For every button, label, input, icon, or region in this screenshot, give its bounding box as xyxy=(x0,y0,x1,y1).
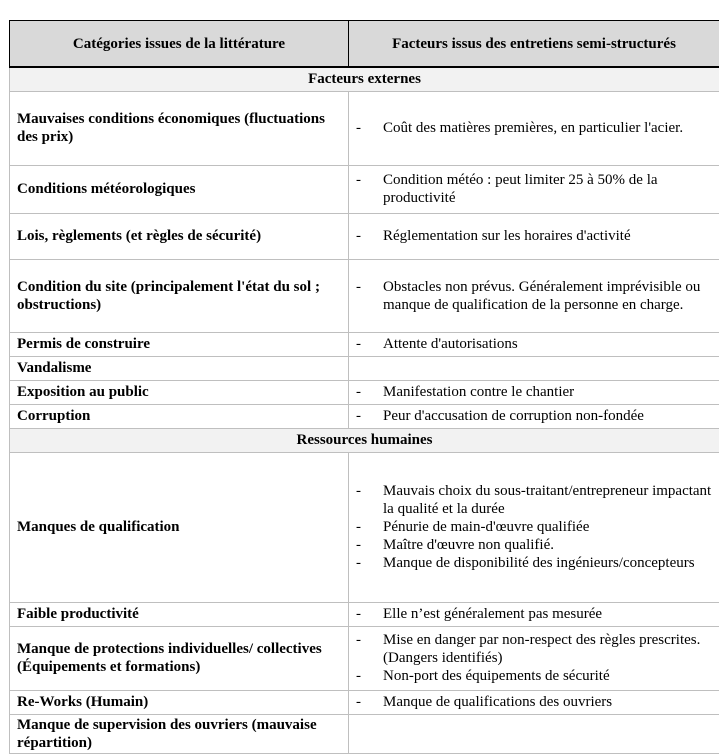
section-title: Ressources humaines xyxy=(10,428,719,452)
table-row xyxy=(10,165,719,213)
factors-cell xyxy=(349,404,719,428)
category-cell: Mauvaises conditions économiques (fluctuations des prix) xyxy=(10,91,349,165)
table-header xyxy=(10,21,719,68)
factors-list xyxy=(356,605,712,623)
list-item: - Attente d'autorisations xyxy=(356,335,712,353)
list-item: - Non-port des équipements de sécurité xyxy=(356,667,712,685)
category-cell: Permis de construire xyxy=(10,332,349,356)
factors-cell xyxy=(349,213,719,259)
list-item: - Coût des matières premières, en particulier l'acier. xyxy=(356,119,712,137)
header-row xyxy=(10,21,719,68)
list-item: - Réglementation sur les horaires d'activité xyxy=(356,227,712,245)
table-row xyxy=(10,259,719,332)
category-cell: Lois, règlements (et règles de sécurité) xyxy=(10,213,349,259)
list-item: - Manque de disponibilité des ingénieurs/concepteurs xyxy=(356,554,712,572)
factors-cell xyxy=(349,714,719,753)
table-row xyxy=(10,332,719,356)
section-title: Facteurs externes xyxy=(10,67,719,91)
category-cell: Exposition au public xyxy=(10,380,349,404)
list-item: - Manque de qualifications des ouvriers xyxy=(356,693,712,711)
factors-list xyxy=(356,335,712,353)
list-item: - Mauvais choix du sous-traitant/entrepreneur impactant la qualité et la durée xyxy=(356,482,712,518)
list-item: - Obstacles non prévus. Généralement imprévisible ou manque de qualification de la personne en charge. xyxy=(356,278,712,314)
list-item: - Manifestation contre le chantier xyxy=(356,383,712,401)
factors-list xyxy=(356,383,712,401)
factors-list xyxy=(356,171,712,207)
category-cell: Manque de supervision des ouvriers (mauvaise répartition) xyxy=(10,714,349,753)
list-item: - Elle n’est généralement pas mesurée xyxy=(356,605,712,623)
factors-list xyxy=(356,693,712,711)
table-row xyxy=(10,213,719,259)
factors-cell xyxy=(349,259,719,332)
factors-list xyxy=(356,278,712,314)
category-cell: Vandalisme xyxy=(10,356,349,380)
list-item: - Condition météo : peut limiter 25 à 50% de la productivité xyxy=(356,171,712,207)
list-item: - Maître d'œuvre non qualifié. xyxy=(356,536,712,554)
factors-cell xyxy=(349,602,719,626)
category-cell: Re-Works (Humain) xyxy=(10,690,349,714)
table-row xyxy=(10,626,719,690)
category-cell: Faible productivité xyxy=(10,602,349,626)
factors-table xyxy=(9,20,719,754)
table-row xyxy=(10,404,719,428)
category-cell: Condition du site (principalement l'état du sol ; obstructions) xyxy=(10,259,349,332)
list-item: - Mise en danger par non-respect des règles prescrites. (Dangers identifiés) xyxy=(356,631,712,667)
table-row xyxy=(10,690,719,714)
table-body xyxy=(10,67,719,753)
table-wrapper xyxy=(9,20,719,754)
factors-cell xyxy=(349,380,719,404)
table-row xyxy=(10,380,719,404)
table-row xyxy=(10,452,719,602)
list-item: - Peur d'accusation de corruption non-fondée xyxy=(356,407,712,425)
header-literature-categories: Catégories issues de la littérature xyxy=(10,21,349,68)
factors-list xyxy=(356,407,712,425)
table-row xyxy=(10,356,719,380)
factors-list xyxy=(356,482,712,572)
category-cell: Conditions météorologiques xyxy=(10,165,349,213)
section-row xyxy=(10,428,719,452)
category-cell: Corruption xyxy=(10,404,349,428)
list-item: - Pénurie de main-d'œuvre qualifiée xyxy=(356,518,712,536)
factors-cell xyxy=(349,690,719,714)
table-row xyxy=(10,714,719,753)
factors-list xyxy=(356,119,712,137)
section-row xyxy=(10,67,719,91)
factors-cell xyxy=(349,626,719,690)
factors-list xyxy=(356,227,712,245)
table-row xyxy=(10,602,719,626)
category-cell: Manques de qualification xyxy=(10,452,349,602)
factors-cell xyxy=(349,332,719,356)
factors-cell xyxy=(349,452,719,602)
factors-cell xyxy=(349,356,719,380)
factors-cell xyxy=(349,165,719,213)
header-interview-factors: Facteurs issus des entretiens semi-structurés xyxy=(349,21,719,68)
table-row xyxy=(10,91,719,165)
category-cell: Manque de protections individuelles/ collectives (Équipements et formations) xyxy=(10,626,349,690)
factors-list xyxy=(356,631,712,685)
factors-cell xyxy=(349,91,719,165)
